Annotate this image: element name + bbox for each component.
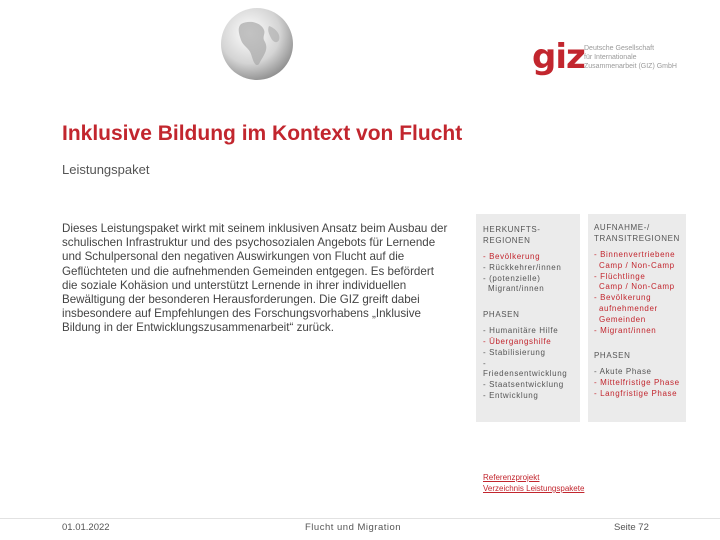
phasen-heading: PHASEN	[483, 310, 520, 320]
list-item: Migrant/innen	[488, 284, 545, 294]
list-item: - Übergangshilfe	[483, 336, 552, 346]
list-item: aufnehmender	[599, 303, 658, 313]
herkunftsregionen-heading: HERKUNFTS- REGIONEN	[483, 225, 541, 245]
list-item: - Binnenvertriebene	[594, 250, 676, 259]
organization-name: Deutsche Gesellschaft für Internationale Zusammenarbeit (GIZ) GmbH	[584, 45, 677, 70]
footer-title: Flucht und Migration	[305, 522, 402, 533]
page-title: Inklusive Bildung im Kontext von Flucht	[62, 122, 463, 145]
phasen-list	[594, 367, 680, 399]
globe-icon	[219, 6, 295, 82]
aufnahmeregionen-heading: AUFNAHME-/ TRANSITREGIONEN	[594, 223, 680, 243]
list-item: - Flüchtlinge	[594, 271, 646, 281]
list-item: - Friedensentwicklung	[483, 358, 568, 379]
page-number: Seite 72	[614, 522, 649, 533]
list-item: - Stabilisierung	[483, 347, 546, 357]
list-item: Gemeinden	[599, 314, 646, 324]
list-item: Camp / Non-Camp	[599, 260, 675, 270]
footer-divider	[0, 518, 720, 519]
phasen-list	[483, 326, 573, 402]
list-item: - Entwicklung	[483, 390, 539, 400]
giz-logo: giz	[532, 37, 585, 77]
page-subtitle: Leistungspaket	[62, 162, 150, 177]
aufnahmeregionen-list	[594, 250, 680, 336]
description-text: Dieses Leistungspaket wirkt mit seinem inklusiven Ansatz beim Ausbau der schulischen Infrastruktur und des psychosozialen Angebots für Lernende und Schulpersonal den negativen Auswirkungen von Flucht auf die Geflüchteten und die aufnehmenden Gemeinden entgegen. Es befördert die soziale Kohäsion und unterstützt Lernende in ihrer individuellen Bewältigung der besonderen Herausforderungen. Die GIZ greift dabei insbesondere auf Empfehlungen des Forschungsvorhabens „Inklusive Bildung in der Entwicklungszusammenarbeit“ zurück.	[62, 222, 448, 335]
reference-links	[483, 472, 584, 494]
list-item: - Bevölkerung	[483, 252, 541, 261]
list-item: - Rückkehrer/innen	[483, 262, 562, 272]
list-item: - Mittelfristige Phase	[594, 378, 680, 388]
phasen-heading: PHASEN	[594, 351, 631, 361]
footer-date: 01.01.2022	[62, 522, 110, 533]
herkunftsregionen-box	[476, 214, 580, 422]
aufnahmeregionen-box	[588, 214, 686, 422]
list-item: Camp / Non-Camp	[599, 282, 675, 292]
herkunftsregionen-list	[483, 252, 573, 295]
list-item: - Akute Phase	[594, 367, 652, 377]
list-item: - Bevölkerung	[594, 293, 652, 303]
list-item: - Migrant/innen	[594, 325, 657, 335]
referenzprojekt-link[interactable]: Referenzprojekt	[483, 473, 540, 482]
list-item: - Langfristige Phase	[594, 388, 678, 398]
list-item: - Staatsentwicklung	[483, 380, 564, 390]
list-item: - Humanitäre Hilfe	[483, 326, 559, 336]
verzeichnis-leistungspakete-link[interactable]: Verzeichnis Leistungspakete	[483, 484, 585, 493]
list-item: - (potenzielle)	[483, 273, 541, 283]
